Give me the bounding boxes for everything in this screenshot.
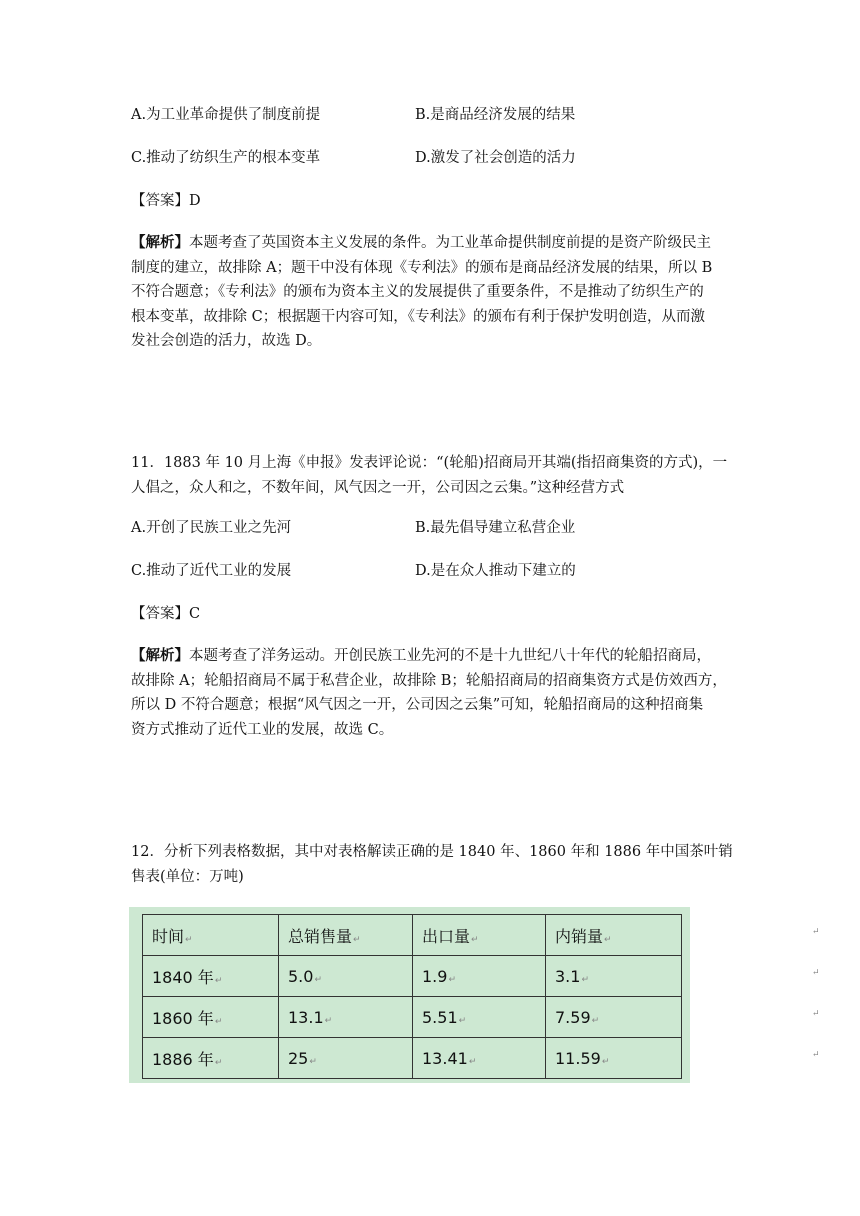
q11-option-c: C.推动了近代工业的发展 [131, 563, 292, 579]
q10-option-d: D.激发了社会创造的活力 [415, 150, 576, 166]
row-end-mark: ↵ [812, 1009, 820, 1019]
table-cell: 5.51↵ [413, 997, 546, 1038]
q10-options-row-2 [131, 148, 731, 168]
q11-analysis-label: 【解析】 [131, 647, 189, 664]
q10-analysis-line: 制度的建立，故排除 A；题干中没有体现《专利法》的颁布是商品经济发展的结果，所以 B [131, 259, 713, 276]
table-cell: 1840 年↵ [143, 956, 279, 997]
q11-answer: 【答案】C [131, 606, 201, 622]
q10-option-a: A.为工业革命提供了制度前提 [131, 107, 321, 123]
q10-option-b: B.是商品经济发展的结果 [415, 107, 576, 123]
table-cell: 13.41↵ [413, 1038, 546, 1079]
table-header-cell: 内销量↵ [546, 915, 682, 956]
row-end-mark: ↵ [812, 1050, 820, 1060]
q10-analysis [131, 231, 731, 354]
tea-sales-table-container [129, 907, 820, 1083]
q11-stem-line: 11．1883 年 10 月上海《申报》发表评论说：“(轮船)招商局开其端(指招商集资的方式)，一 [131, 455, 728, 471]
table-cell: 13.1↵ [279, 997, 413, 1038]
table-header-row [143, 915, 682, 956]
q10-analysis-line: 本题考查了英国资本主义发展的条件。为工业革命提供制度前提的是资产阶级民主 [189, 235, 711, 251]
q11-options-row-1 [131, 518, 731, 538]
q11-option-a: A.开创了民族工业之先河 [131, 520, 292, 536]
q11-analysis-line: 本题考查了洋务运动。开创民族工业先河的不是十九世纪八十年代的轮船招商局， [189, 648, 711, 664]
tea-sales-table [142, 914, 682, 1079]
table-cell: 7.59↵ [546, 997, 682, 1038]
q11-options-row-2 [131, 561, 731, 581]
q11-analysis-line: 故排除 A；轮船招商局不属于私营企业，故排除 B；轮船招商局的招商集资方式是仿效西方， [131, 672, 727, 689]
q11-stem [131, 451, 731, 500]
q11-analysis [131, 644, 731, 742]
table-row [143, 997, 682, 1038]
table-cell: 1886 年↵ [143, 1038, 279, 1079]
table-cell: 1.9↵ [413, 956, 546, 997]
table-cell: 11.59↵ [546, 1038, 682, 1079]
table-row [143, 956, 682, 997]
q10-answer: 【答案】D [131, 193, 201, 209]
table-cell: 1860 年↵ [143, 997, 279, 1038]
q12-stem-line: 售表(单位：万吨) [131, 868, 244, 885]
table-header-cell: 总销售量↵ [279, 915, 413, 956]
q11-option-b: B.最先倡导建立私营企业 [415, 520, 576, 536]
q11-stem-line: 人倡之，众人和之，不数年间，风气因之一开，公司因之云集。”这种经营方式 [131, 479, 625, 496]
q10-analysis-line: 发社会创造的活力，故选 D。 [131, 333, 322, 349]
q10-analysis-line: 根本变革，故排除 C；根据题干内容可知，《专利法》的颁布有利于保护发明创造，从而激 [131, 308, 705, 325]
table-cell: 3.1↵ [546, 956, 682, 997]
q11-option-d: D.是在众人推动下建立的 [415, 563, 576, 579]
q12-stem-line: 12．分析下列表格数据，其中对表格解读正确的是 1840 年、1860 年和 1886 年中国茶叶销 [131, 844, 733, 860]
q10-analysis-line: 不符合题意；《专利法》的颁布为资本主义的发展提供了重要条件，不是推动了纺织生产的 [131, 284, 704, 300]
table-cell: 5.0↵ [279, 956, 413, 997]
q11-analysis-line: 资方式推动了近代工业的发展，故选 C。 [131, 721, 394, 738]
table-header-cell: 时间↵ [143, 915, 279, 956]
row-end-mark: ↵ [812, 968, 820, 978]
table-row [143, 1038, 682, 1079]
table-header-cell: 出口量↵ [413, 915, 546, 956]
q10-options-row-1 [131, 105, 731, 125]
q10-option-c: C.推动了纺织生产的根本变革 [131, 150, 321, 166]
q11-analysis-line: 所以 D 不符合题意；根据“风气因之一开，公司因之云集”可知，轮船招商局的这种招商集 [131, 697, 704, 713]
q12-stem [131, 840, 731, 889]
row-end-mark: ↵ [812, 927, 820, 937]
q10-analysis-label: 【解析】 [131, 234, 189, 251]
table-cell: 25↵ [279, 1038, 413, 1079]
